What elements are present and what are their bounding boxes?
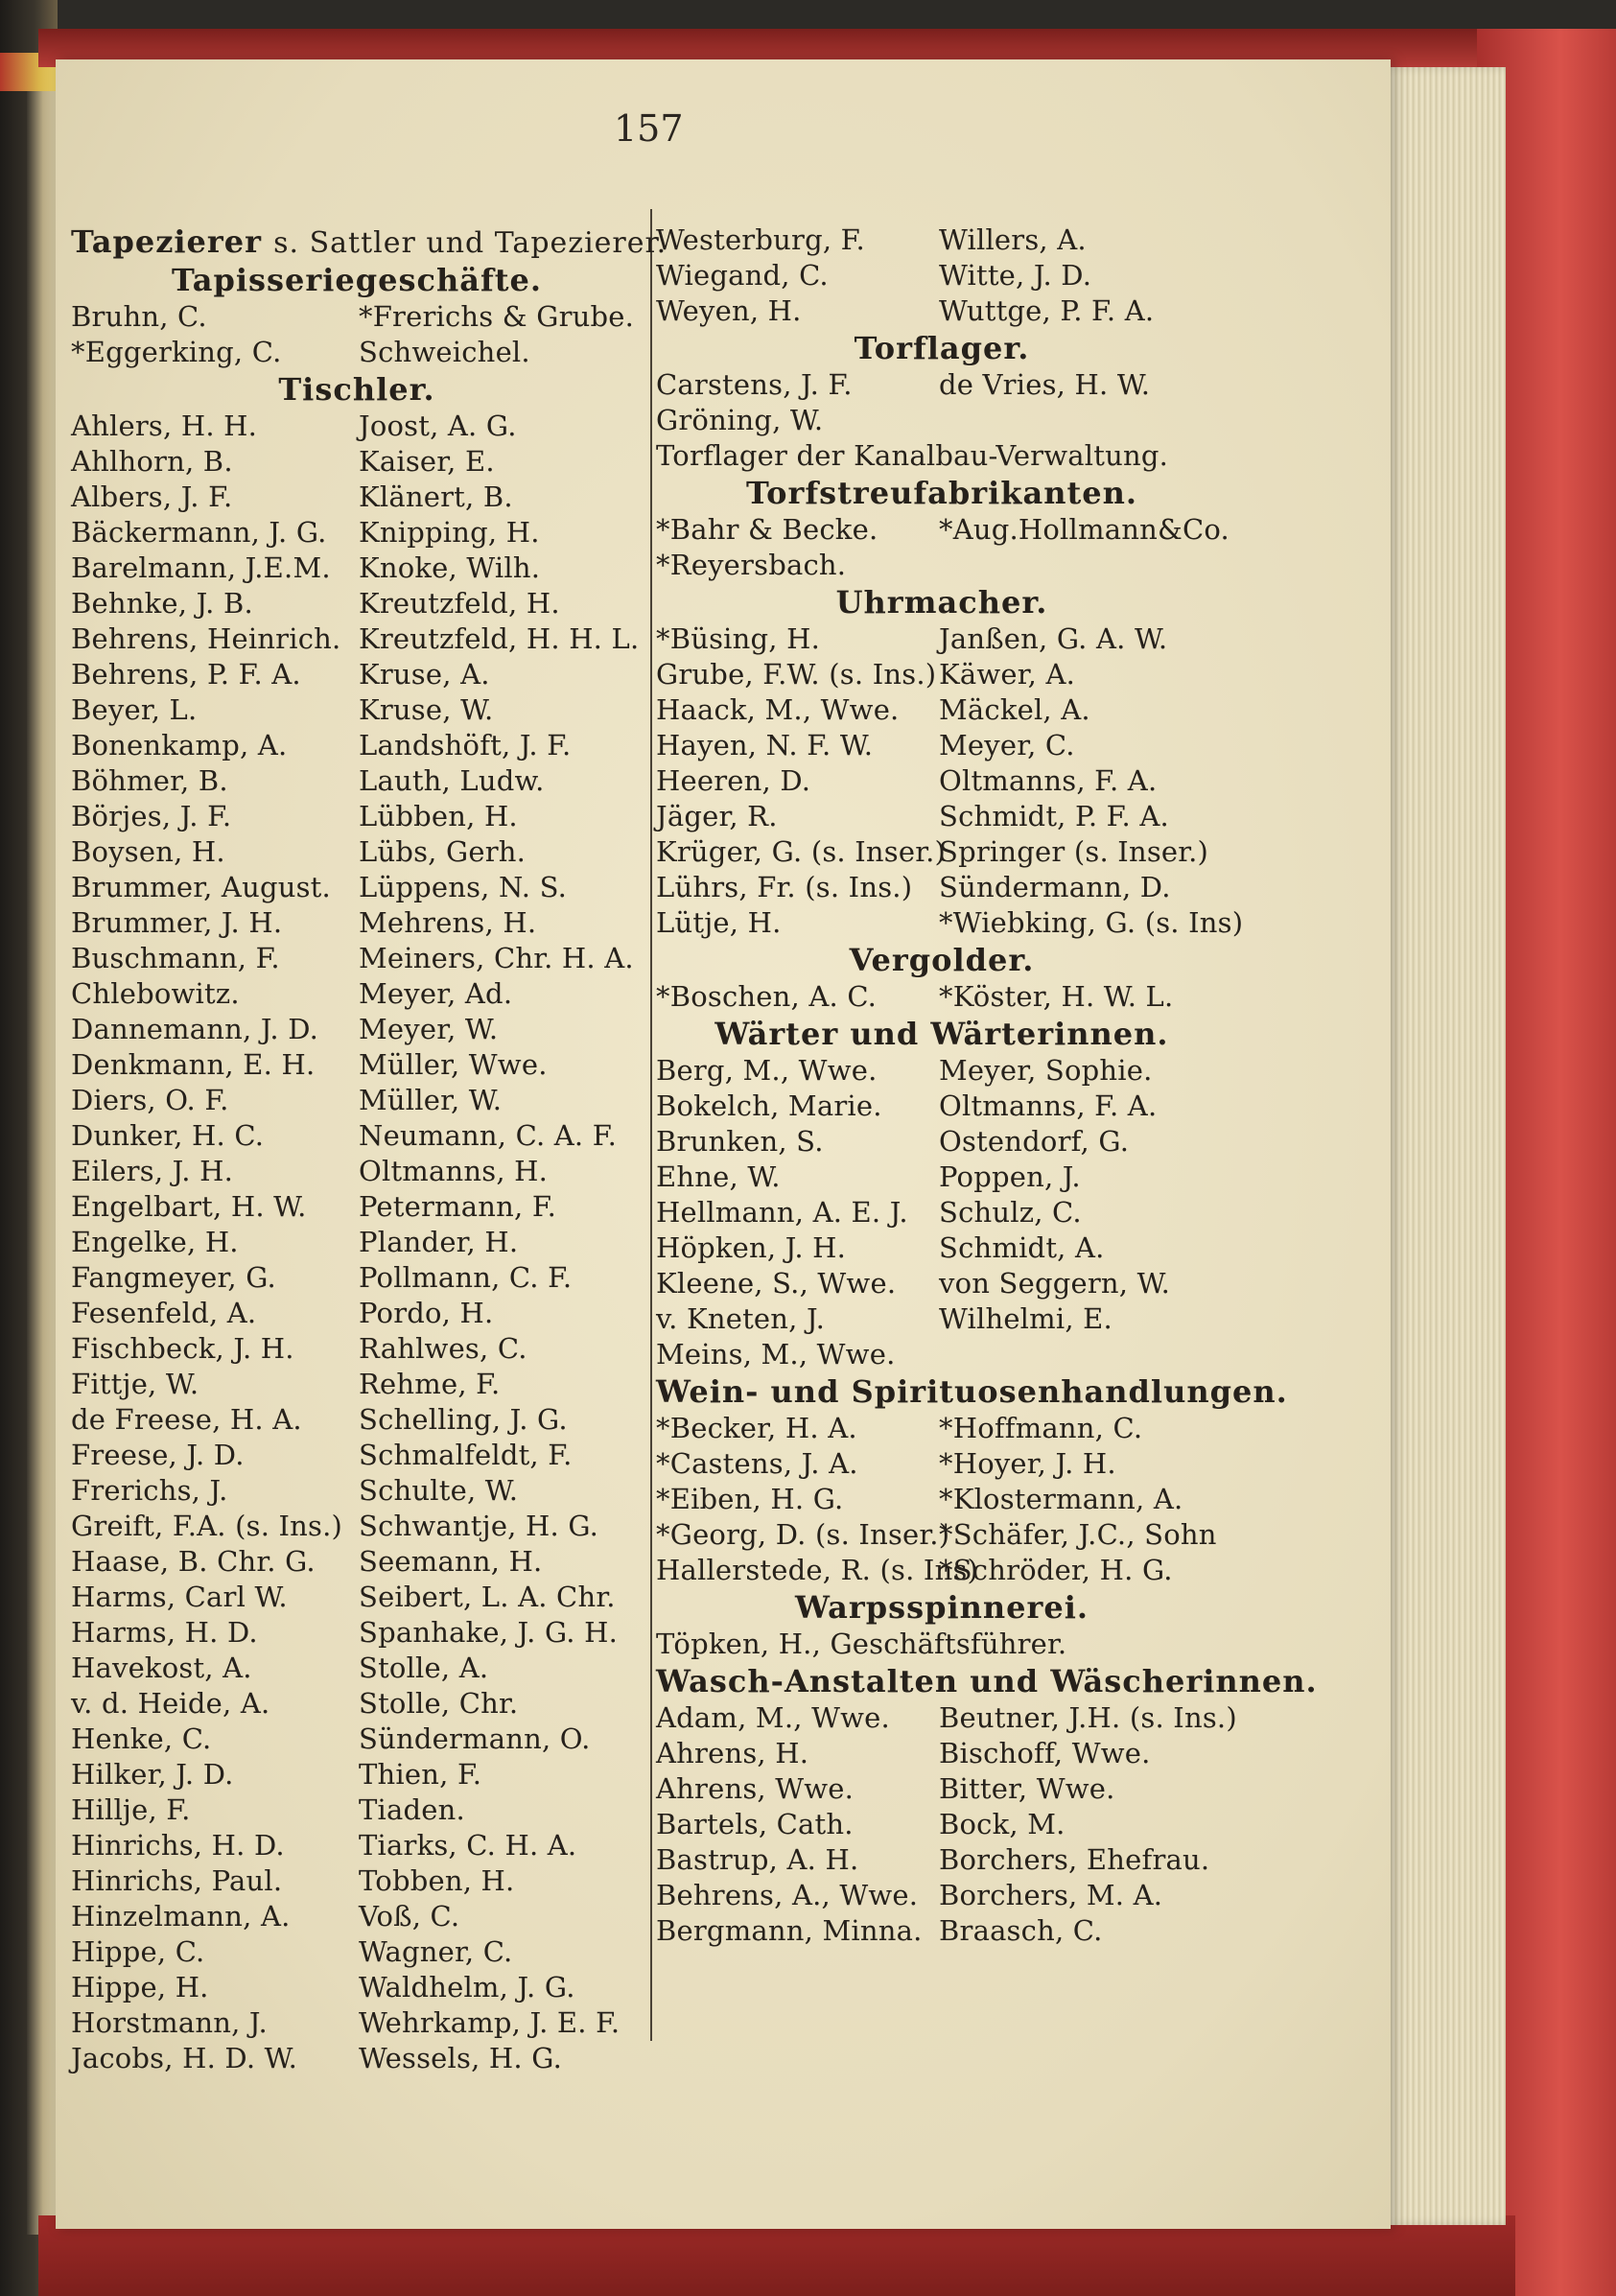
directory-entry: Denkmann, E. H. — [71, 1048, 316, 1081]
tapezierer-cont-list — [656, 223, 1228, 329]
section-heading-wein: Wein- und Spirituosenhandlungen. — [656, 1373, 1288, 1410]
directory-entry: Kruse, W. — [359, 693, 494, 726]
directory-entry: Meiners, Chr. H. A. — [359, 942, 634, 974]
directory-entry: Heeren, D. — [656, 764, 811, 797]
directory-entry: Lütje, H. — [656, 906, 782, 939]
directory-entry: Hillje, F. — [71, 1793, 191, 1826]
directory-entry: *Köster, H. W. L. — [939, 980, 1174, 1013]
directory-entry: Grube, F.W. (s. Ins.) — [656, 658, 937, 691]
directory-entry: Brummer, August. — [71, 871, 331, 903]
directory-entry: Boysen, H. — [71, 835, 225, 868]
directory-entry: Knoke, Wilh. — [359, 551, 541, 584]
directory-entry: Klänert, B. — [359, 480, 513, 513]
directory-entry: Engelke, H. — [71, 1226, 239, 1258]
directory-entry: Lührs, Fr. (s. Ins.) — [656, 871, 913, 903]
directory-entry: Börjes, J. F. — [71, 800, 232, 832]
directory-entry: Ahrens, Wwe. — [656, 1772, 855, 1805]
directory-entry: Joost, A. G. — [359, 410, 517, 442]
page-number: 157 — [614, 107, 684, 150]
directory-entry: Höpken, J. H. — [656, 1231, 847, 1264]
directory-entry: Behnke, J. B. — [71, 587, 253, 620]
directory-entry: Witte, J. D. — [939, 259, 1092, 292]
directory-entry: de Vries, H. W. — [939, 368, 1151, 401]
section-heading-torfstreu: Torfstreufabrikanten. — [746, 475, 1137, 511]
directory-entry: Meyer, W. — [359, 1013, 499, 1045]
directory-entry: Thien, F. — [359, 1758, 482, 1791]
directory-entry: Carstens, J. F. — [656, 368, 853, 401]
directory-entry: Beyer, L. — [71, 693, 198, 726]
directory-entry: Ahrens, H. — [656, 1737, 809, 1769]
wein-list — [656, 1411, 1228, 1588]
directory-entry: Eilers, J. H. — [71, 1155, 233, 1187]
directory-entry: Diers, O. F. — [71, 1084, 229, 1116]
directory-entry: Hinrichs, Paul. — [71, 1864, 283, 1897]
directory-entry: Oltmanns, F. A. — [939, 764, 1158, 797]
directory-entry: Krüger, G. (s. Inser.) — [656, 835, 947, 868]
directory-entry: Jäger, R. — [656, 800, 778, 832]
directory-entry: Oltmanns, F. A. — [939, 1089, 1158, 1122]
directory-entry: Wagner, C. — [359, 1935, 513, 1968]
directory-entry: *Frerichs & Grube. — [359, 300, 635, 333]
directory-entry: Lüppens, N. S. — [359, 871, 568, 903]
directory-entry: Albers, J. F. — [71, 480, 233, 513]
directory-entry: Willers, A. — [939, 223, 1087, 256]
directory-entry: Bergmann, Minna. — [656, 1914, 923, 1947]
directory-entry: Ahlhorn, B. — [71, 445, 233, 478]
directory-entry: Dannemann, J. D. — [71, 1013, 319, 1045]
directory-entry: v. d. Heide, A. — [71, 1687, 270, 1720]
directory-entry: v. Kneten, J. — [656, 1302, 826, 1335]
directory-entry: von Seggern, W. — [939, 1267, 1170, 1300]
tapezierer-heading — [71, 223, 667, 261]
waerter-list — [656, 1053, 1228, 1372]
directory-entry — [939, 1337, 1228, 1372]
directory-entry: Hayen, N. F. W. — [656, 729, 874, 761]
directory-entry: Wilhelmi, E. — [939, 1302, 1112, 1335]
directory-entry: Rahlwes, C. — [359, 1332, 527, 1365]
directory-entry: Adam, M., Wwe. — [656, 1701, 890, 1734]
section-heading-torflager: Torflager. — [854, 330, 1030, 366]
directory-entry: Wehrkamp, J. E. F. — [359, 2006, 621, 2039]
directory-entry: Kleene, S., Wwe. — [656, 1267, 897, 1300]
directory-entry: *Aug.Hollmann&Co. — [939, 513, 1230, 546]
directory-entry: Haase, B. Chr. G. — [71, 1545, 316, 1578]
directory-entry: Meyer, Ad. — [359, 977, 513, 1010]
directory-entry: Stolle, A. — [359, 1652, 489, 1684]
section-heading-uhrmacher: Uhrmacher. — [835, 584, 1048, 621]
directory-entry: Schwantje, H. G. — [359, 1510, 599, 1542]
directory-entry: Weyen, H. — [656, 294, 802, 327]
directory-entry: *Becker, H. A. — [656, 1412, 857, 1444]
directory-entry: Meyer, C. — [939, 729, 1075, 761]
directory-entry: *Bahr & Becke. — [656, 513, 878, 546]
directory-entry: Plander, H. — [359, 1226, 519, 1258]
directory-entry: *Eggerking, C. — [71, 336, 282, 368]
uhrmacher-list — [656, 621, 1244, 941]
directory-entry: Seibert, L. A. Chr. — [359, 1581, 616, 1613]
directory-entry: *Reyersbach. — [656, 549, 847, 581]
directory-entry: Sündermann, D. — [939, 871, 1171, 903]
directory-entry: Sündermann, O. — [359, 1722, 591, 1755]
directory-entry: Kruse, A. — [359, 658, 490, 691]
directory-entry: Meins, M., Wwe. — [656, 1338, 896, 1371]
directory-entry: *Hoyer, J. H. — [939, 1447, 1116, 1480]
warps-full-line: Töpken, H., Geschäftsführer. — [656, 1628, 1067, 1660]
directory-entry: *Boschen, A. C. — [656, 980, 878, 1013]
directory-entry: Bock, M. — [939, 1808, 1066, 1840]
directory-entry: Behrens, P. F. A. — [71, 658, 301, 691]
directory-entry: Bokelch, Marie. — [656, 1089, 882, 1122]
directory-entry — [939, 403, 1228, 438]
directory-entry: Behrens, A., Wwe. — [656, 1879, 919, 1911]
directory-entry: Jacobs, H. D. W. — [71, 2042, 298, 2074]
directory-entry: Fesenfeld, A. — [71, 1297, 257, 1329]
directory-entry: Tiarks, C. H. A. — [359, 1829, 577, 1862]
directory-entry: Borchers, M. A. — [939, 1879, 1163, 1911]
directory-entry: Neumann, C. A. F. — [359, 1119, 617, 1152]
directory-entry: Greift, F.A. (s. Ins.) — [71, 1510, 343, 1542]
column-divider — [650, 209, 652, 2041]
directory-entry: Hallerstede, R. (s. Ins) — [656, 1554, 979, 1586]
directory-entry: Schmidt, A. — [939, 1231, 1105, 1264]
directory-entry: Gröning, W. — [656, 404, 824, 436]
directory-entry: Kreutzfeld, H. H. L. — [359, 622, 640, 655]
directory-entry: Schmidt, P. F. A. — [939, 800, 1169, 832]
section-heading-tischler: Tischler. — [278, 371, 435, 408]
directory-entry: Wuttge, P. F. A. — [939, 294, 1155, 327]
directory-entry: Bastrup, A. H. — [656, 1843, 859, 1876]
directory-entry: Frerichs, J. — [71, 1474, 228, 1507]
directory-entry: Landshöft, J. F. — [359, 729, 572, 761]
directory-entry: Voß, C. — [359, 1900, 460, 1933]
directory-entry: Ahlers, H. H. — [71, 410, 258, 442]
directory-entry: Müller, Wwe. — [359, 1048, 548, 1081]
section-heading-warps: Warpsspinnerei. — [794, 1589, 1089, 1626]
directory-entry: Schweichel. — [359, 336, 530, 368]
directory-entry: Harms, Carl W. — [71, 1581, 288, 1613]
directory-entry: *Eiben, H. G. — [656, 1483, 844, 1515]
directory-entry: Bonenkamp, A. — [71, 729, 288, 761]
section-heading-vergolder: Vergolder. — [849, 942, 1035, 978]
directory-entry: Tiaden. — [359, 1793, 465, 1826]
directory-entry: Janßen, G. A. W. — [939, 622, 1168, 655]
directory-entry: Pordo, H. — [359, 1297, 494, 1329]
directory-entry: *Schröder, H. G. — [939, 1554, 1173, 1586]
directory-entry: Dunker, H. C. — [71, 1119, 265, 1152]
directory-entry: *Büsing, H. — [656, 622, 821, 655]
section-heading-tapisseries: Tapisseriegeschäfte. — [171, 262, 543, 298]
directory-entry: Müller, W. — [359, 1084, 503, 1116]
directory-entry: *Wiebking, G. (s. Ins) — [939, 906, 1244, 939]
directory-entry: *Georg, D. (s. Inser.) — [656, 1518, 950, 1551]
vergolder-list — [656, 979, 1228, 1015]
directory-entry: Westerburg, F. — [656, 223, 865, 256]
directory-entry: Hinzelmann, A. — [71, 1900, 291, 1933]
directory-entry: Lauth, Ludw. — [359, 764, 545, 797]
directory-entry: Oltmanns, H. — [359, 1155, 549, 1187]
directory-entry: Bischoff, Wwe. — [939, 1737, 1151, 1769]
tapezierer-note: s. Sattler und Tapezierer. — [273, 226, 667, 260]
directory-entry: Rehme, F. — [359, 1368, 501, 1400]
tischler-list — [71, 409, 643, 2076]
directory-entry — [939, 548, 1228, 583]
directory-entry: Braasch, C. — [939, 1914, 1103, 1947]
tapisseries-list — [71, 299, 643, 370]
directory-entry: Bitter, Wwe. — [939, 1772, 1115, 1805]
directory-entry: Freese, J. D. — [71, 1439, 245, 1471]
torflager-full-line: Torflager der Kanalbau-Verwaltung. — [656, 439, 1169, 472]
directory-entry: Horstmann, J. — [71, 2006, 268, 2039]
right-column — [656, 223, 1318, 1949]
directory-entry: Mäckel, A. — [939, 693, 1090, 726]
directory-entry: Berg, M., Wwe. — [656, 1054, 878, 1087]
directory-entry: Kaiser, E. — [359, 445, 495, 478]
directory-entry: Engelbart, H. W. — [71, 1190, 307, 1223]
directory-entry: Kreutzfeld, H. — [359, 587, 560, 620]
directory-entry: Lübs, Gerh. — [359, 835, 527, 868]
directory-entry: Behrens, Heinrich. — [71, 622, 341, 655]
directory-entry: Tobben, H. — [359, 1864, 515, 1897]
directory-entry: Bäckermann, J. G. — [71, 516, 327, 549]
directory-entry: Poppen, J. — [939, 1160, 1081, 1193]
directory-entry: Fittje, W. — [71, 1368, 199, 1400]
directory-entry: Brummer, J. H. — [71, 906, 283, 939]
directory-entry: Ehne, W. — [656, 1160, 781, 1193]
directory-entry: Knipping, H. — [359, 516, 540, 549]
directory-entry: Haack, M., Wwe. — [656, 693, 900, 726]
directory-entry: Bruhn, C. — [71, 300, 207, 333]
directory-entry: *Castens, J. A. — [656, 1447, 858, 1480]
tapezierer-title: Tapezierer — [71, 223, 262, 260]
directory-entry: Bartels, Cath. — [656, 1808, 854, 1840]
directory-entry: Buschmann, F. — [71, 942, 280, 974]
directory-entry: *Klostermann, A. — [939, 1483, 1183, 1515]
directory-entry: Hellmann, A. E. J. — [656, 1196, 908, 1229]
directory-entry: Wiegand, C. — [656, 259, 829, 292]
directory-entry: Hippe, H. — [71, 1971, 209, 2003]
directory-entry: Wessels, H. G. — [359, 2042, 563, 2074]
directory-entry: Lübben, H. — [359, 800, 518, 832]
directory-entry: Chlebowitz. — [71, 977, 240, 1010]
directory-entry: Pollmann, C. F. — [359, 1261, 573, 1294]
directory-entry: Schmalfeldt, F. — [359, 1439, 573, 1471]
directory-entry: Harms, H. D. — [71, 1616, 258, 1649]
directory-entry: Ostendorf, G. — [939, 1125, 1130, 1158]
directory-entry: Petermann, F. — [359, 1190, 557, 1223]
directory-entry: Meyer, Sophie. — [939, 1054, 1153, 1087]
directory-entry: Seemann, H. — [359, 1545, 543, 1578]
directory-entry: *Hoffmann, C. — [939, 1412, 1143, 1444]
directory-entry: Fischbeck, J. H. — [71, 1332, 294, 1365]
directory-entry: Mehrens, H. — [359, 906, 537, 939]
wasch-list — [656, 1700, 1237, 1949]
torflager-list — [656, 367, 1228, 438]
section-heading-waerter: Wärter und Wärterinnen. — [714, 1016, 1169, 1052]
directory-entry: Spanhake, J. G. H. — [359, 1616, 619, 1649]
directory-entry: Stolle, Chr. — [359, 1687, 519, 1720]
directory-entry: Borchers, Ehefrau. — [939, 1843, 1210, 1876]
section-heading-wasch: Wasch-Anstalten und Wäscherinnen. — [656, 1663, 1318, 1699]
directory-entry: Hilker, J. D. — [71, 1758, 234, 1791]
directory-entry: Barelmann, J.E.M. — [71, 551, 331, 584]
directory-entry: Springer (s. Inser.) — [939, 835, 1209, 868]
directory-entry: Waldhelm, J. G. — [359, 1971, 575, 2003]
directory-entry: Fangmeyer, G. — [71, 1261, 276, 1294]
directory-entry: Schulz, C. — [939, 1196, 1082, 1229]
directory-entry: Hippe, C. — [71, 1935, 205, 1968]
directory-entry: Böhmer, B. — [71, 764, 228, 797]
directory-entry: Henke, C. — [71, 1722, 212, 1755]
directory-entry: *Schäfer, J.C., Sohn — [939, 1518, 1217, 1551]
directory-entry: de Freese, H. A. — [71, 1403, 302, 1436]
left-column — [71, 223, 667, 2076]
torfstreu-list — [656, 512, 1228, 583]
directory-entry: Schelling, J. G. — [359, 1403, 568, 1436]
directory-entry: Brunken, S. — [656, 1125, 824, 1158]
directory-entry: Hinrichs, H. D. — [71, 1829, 285, 1862]
directory-entry: Havekost, A. — [71, 1652, 252, 1684]
directory-entry: Beutner, J.H. (s. Ins.) — [939, 1701, 1237, 1734]
directory-entry: Käwer, A. — [939, 658, 1076, 691]
directory-entry: Schulte, W. — [359, 1474, 519, 1507]
